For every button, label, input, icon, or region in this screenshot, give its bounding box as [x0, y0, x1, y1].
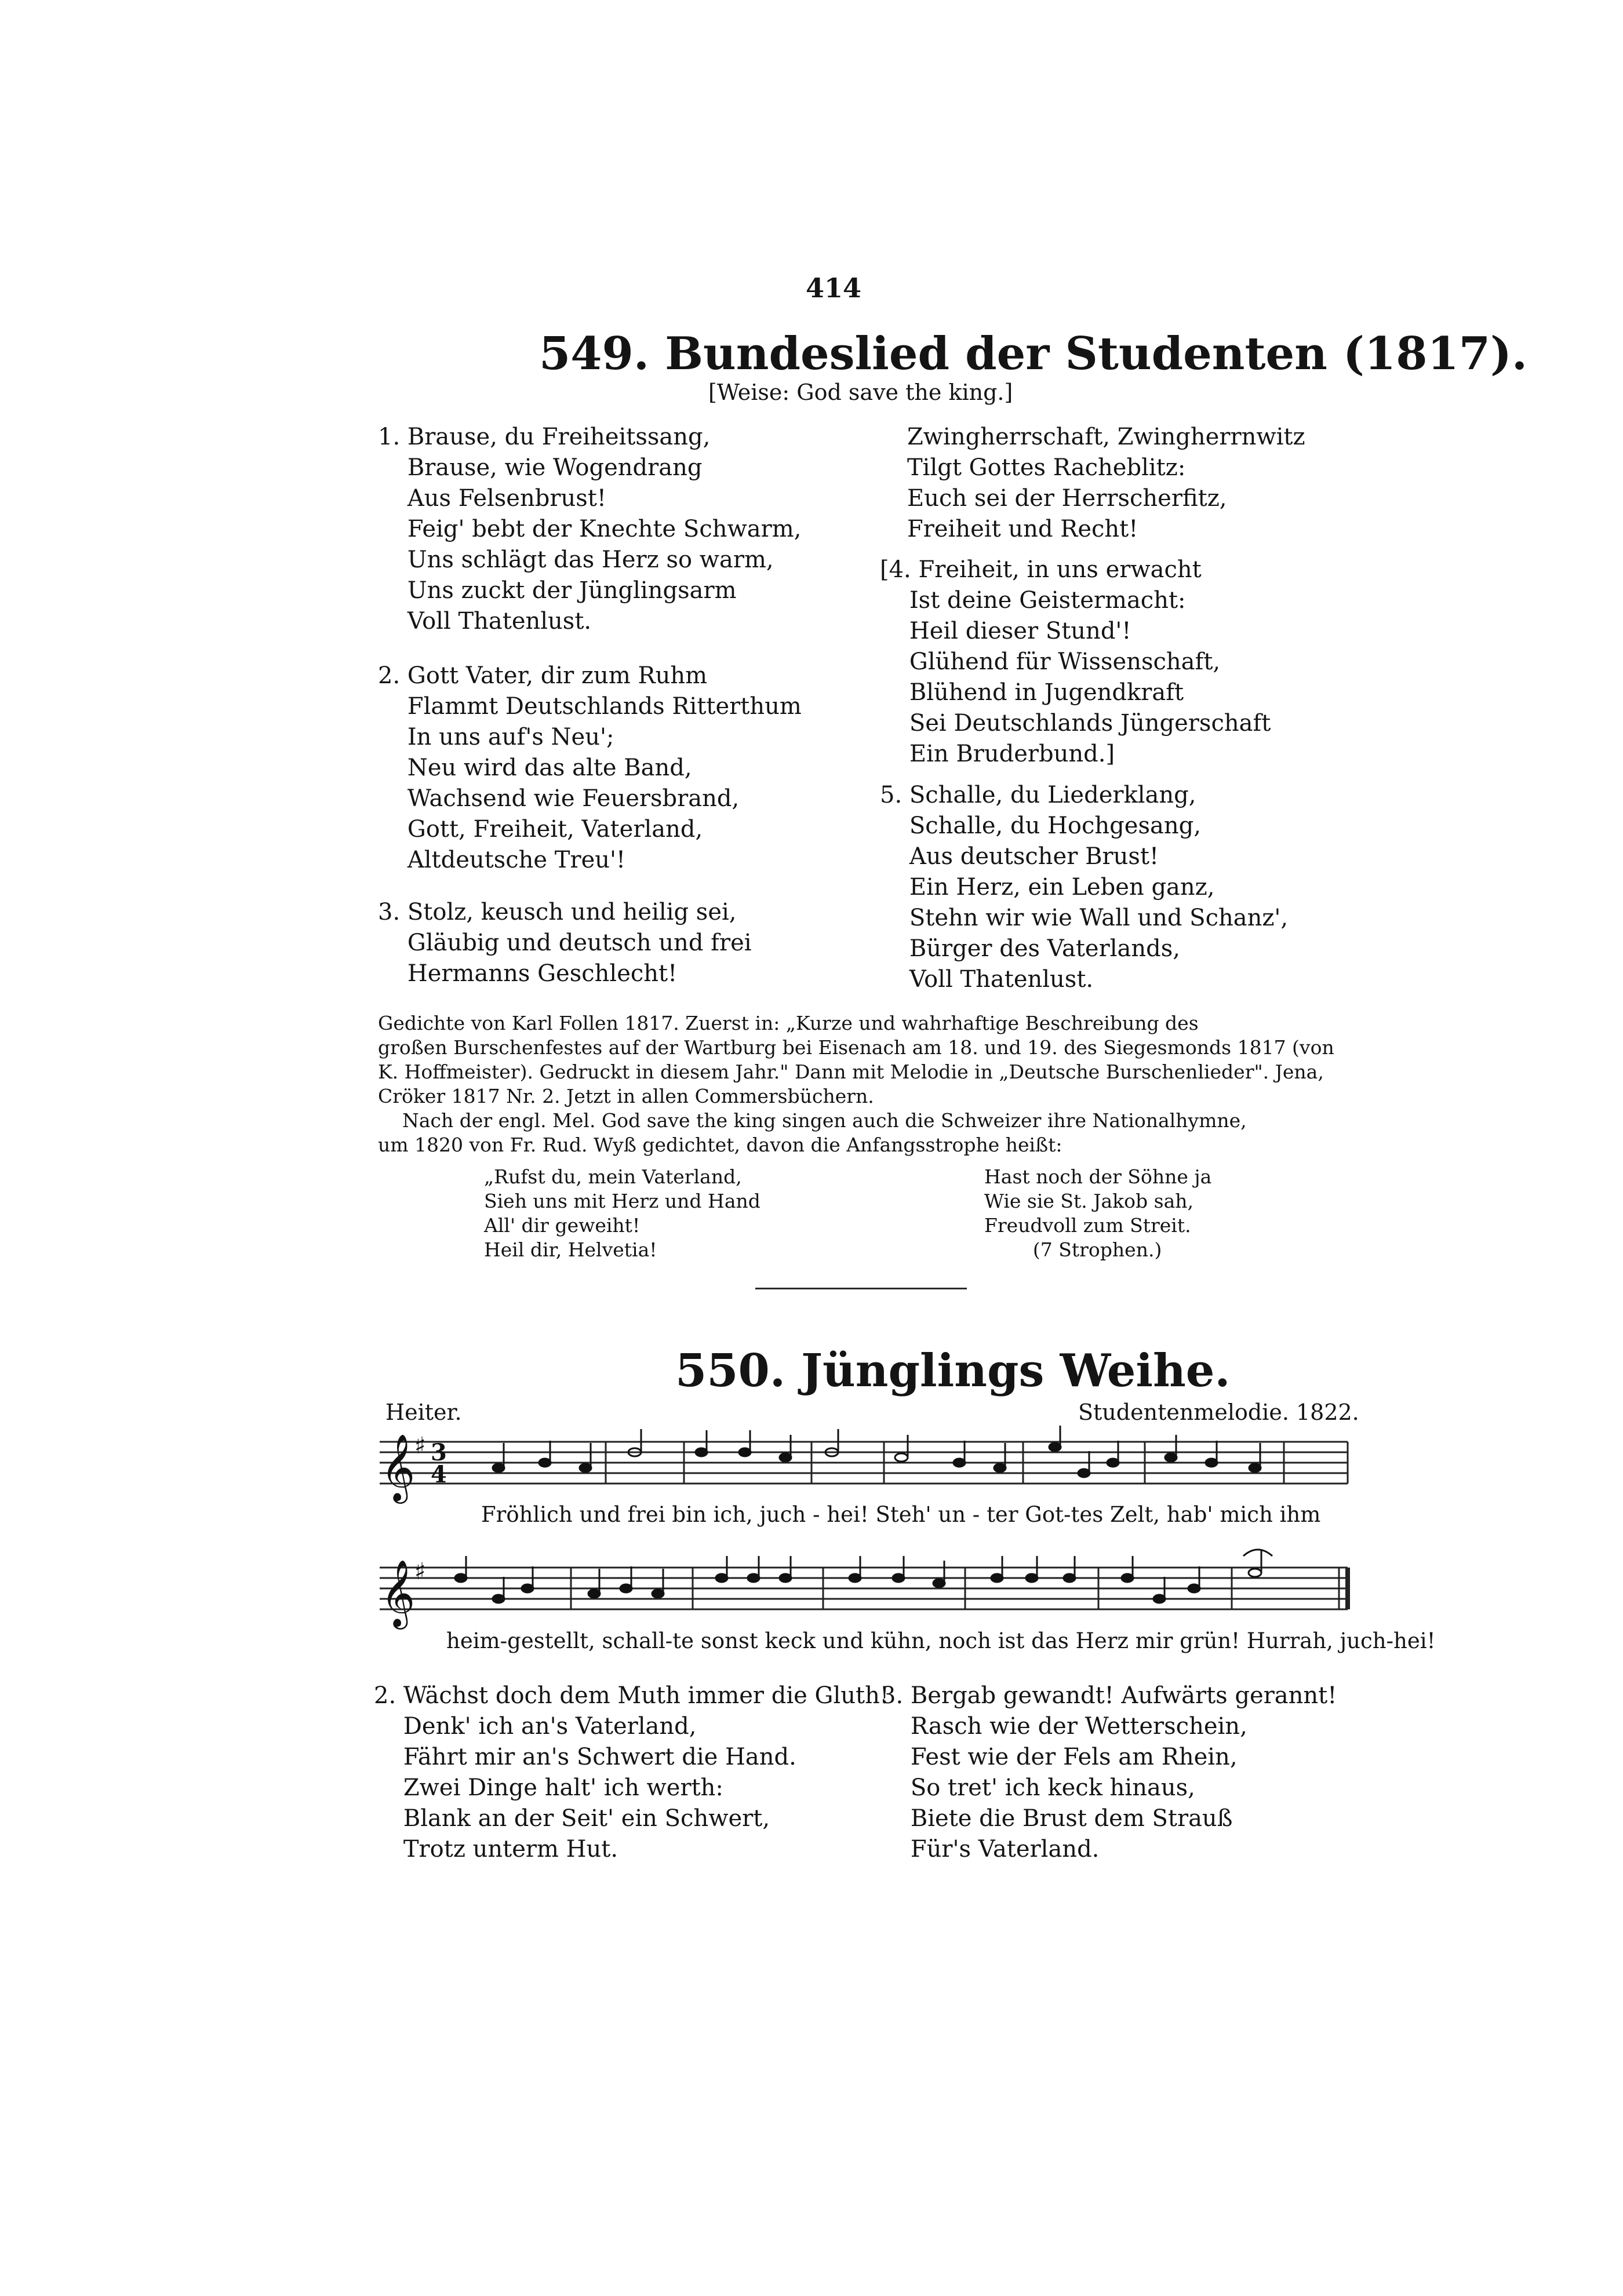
stanza-550-3: 3. Bergab gewandt! Aufwärts gerannt! Rasch wie der Wetterschein, Fest wie der Fels am Rhein, So tret' ich keck hinaus, Biete die Brust dem Strauß Für's Vaterland.	[881, 1682, 1337, 1863]
fermata-icon	[1243, 1550, 1272, 1556]
notes	[455, 1550, 1261, 1603]
tempo-marking: Heiter.	[385, 1400, 462, 1425]
staff-lines	[380, 1442, 1348, 1484]
treble-clef-icon: 𝄞	[381, 1433, 416, 1501]
song-title-549: 549. Bundeslied der Studenten (1817).	[539, 327, 1528, 380]
sharp-key-icon: ♯	[414, 1433, 426, 1459]
stanza-549-5: 5. Schalle, du Liederklang, Schalle, du Hochgesang, Aus deutscher Brust! Ein Herz, ein Leben ganz, Stehn wir wie Wall und Schanz', Bürger des Vaterlands, Voll Thatenlust.	[880, 782, 1289, 993]
lyrics-line-1: Fröhlich und frei bin ich, juch - hei! Steh' un - ter Got-tes Zelt, hab' mich ihm	[481, 1502, 1321, 1527]
melody-note-549: [Weise: God save the king.]	[708, 380, 1013, 405]
time-signature-numerator: 3	[431, 1439, 447, 1466]
melody-origin: Studentenmelodie. 1822.	[1078, 1400, 1359, 1425]
stanza-549-3-continued: Zwingherrschaft, Zwingherrnwitz Tilgt Gottes Racheblitz: Euch sei der Herrscherfitz, Freiheit und Recht!	[907, 424, 1305, 542]
treble-clef-icon: 𝄞	[381, 1559, 416, 1627]
quote-stanza-right: Hast noch der Söhne ja Wie sie St. Jakob sah, Freudvoll zum Streit. (7 Strophen.)	[984, 1165, 1212, 1261]
lyrics-line-2: heim-gestellt, schall-te sonst keck und kühn, noch ist das Herz mir grün! Hurrah, juch-hei!	[446, 1628, 1436, 1653]
music-staff-2	[380, 1556, 1353, 1626]
stanza-550-2: 2. Wächst doch dem Muth immer die Gluth! Denk' ich an's Vaterland, Fährt mir an's Schwert die Hand. Zwei Dinge halt' ich werth: Blank an der Seit' ein Schwert, Trotz unterm Hut.	[374, 1682, 889, 1863]
music-staff-1	[380, 1430, 1353, 1500]
stanza-549-4: [4. Freiheit, in uns erwacht Ist deine Geistermacht: Heil dieser Stund'! Glühend für Wissenschaft, Blühend in Jugendkraft Sei Deutschlands Jüngerschaft Ein Bruderbund.]	[880, 556, 1271, 767]
stanza-549-2: 2. Gott Vater, dir zum Ruhm Flammt Deutschlands Ritterthum In uns auf's Neu'; Neu wird das alte Band, Wachsend wie Feuersbrand, Gott, Freiheit, Vaterland, Altdeutsche Treu'!	[378, 662, 802, 873]
quote-stanza-left: „Rufst du, mein Vaterland, Sieh uns mit Herz und Hand All' dir geweiht! Heil dir, Helvetia!	[484, 1165, 760, 1261]
sharp-key-icon: ♯	[414, 1558, 426, 1585]
stanza-549-3: 3. Stolz, keusch und heilig sei, Gläubig und deutsch und frei Hermanns Geschlecht!	[378, 899, 752, 987]
page-number: 414	[806, 272, 862, 304]
stanza-549-1: 1. Brause, du Freiheitssang, Brause, wie Wogendrang Aus Felsenbrust! Feig' bebt der Knechte Schwarm, Uns schlägt das Herz so warm, Uns zuckt der Jünglingsarm Voll Thatenlust.	[378, 424, 802, 635]
song-title-550: 550. Jünglings Weihe.	[675, 1344, 1231, 1397]
editorial-note-549: Gedichte von Karl Follen 1817. Zuerst in: „Kurze und wahrhaftige Beschreibung des großen Burschenfestes auf der Wartburg bei Eisenach am 18. und 19. des Siegesmonds 1817 (von K. Hoffmeister). Gedruckt in diesem Jahr." Dann mit Melodie in „Deutsche Burschenlieder". Jena, Cröker 1817 Nr. 2. Jetzt in allen Commersbüchern. Nach der engl. Mel. God save the king singen auch die Schweizer ihre Nationalhymne, um 1820 von Fr. Rud. Wyß gedichtet, davon die Anfangsstrophe heißt:	[378, 1012, 1334, 1156]
time-signature-denominator: 4	[431, 1461, 447, 1488]
section-divider	[755, 1288, 967, 1289]
